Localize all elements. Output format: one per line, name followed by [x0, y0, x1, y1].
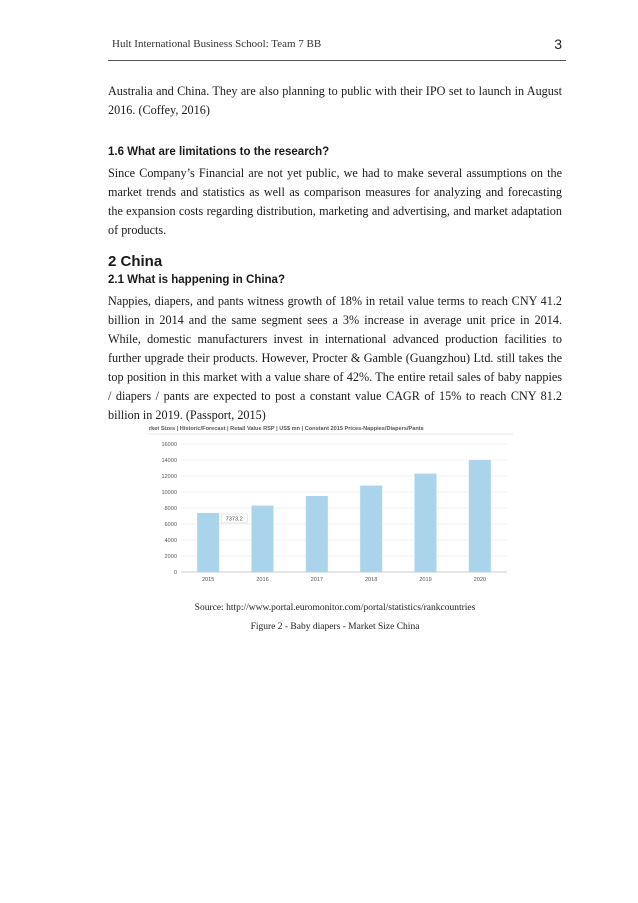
- y-tick-label: 12000: [161, 474, 177, 480]
- chart-x-ticks: [202, 577, 486, 583]
- x-tick-label: 2016: [256, 577, 269, 583]
- figure-source: Source: http://www.portal.euromonitor.com/portal/statistics/rankcountries: [194, 603, 476, 613]
- x-tick-label: 2020: [473, 577, 487, 583]
- y-tick-label: 10000: [161, 490, 177, 496]
- bar-2016: [252, 506, 274, 572]
- bar-2015: [197, 513, 219, 572]
- section-2-1-paragraph: Nappies, diapers, and pants witness growth of 18% in retail value terms to reach CNY 41.2 billion in 2014 and the same segment sees a 3% increase in average unit price in 2014. While, domestic manufacturers invest in international advanced production facilities to further upgrade their products. However, Procter & Gamble (Guangzhou) Ltd. still takes the top position in this market with a value share of 42%. The entire retail sales of baby nappies / diapers / pants are expected to post a constant value CAGR of 15% to reach CNY 81.2 billion in 2019. (Passport, 2015): [108, 294, 562, 422]
- section-2-heading: 2 China: [108, 253, 163, 270]
- chart-y-ticks: [161, 442, 177, 576]
- y-tick-label: 8000: [164, 506, 177, 512]
- y-tick-label: 0: [173, 570, 177, 576]
- y-tick-label: 6000: [164, 522, 177, 528]
- intro-paragraph: Australia and China. They are also planning to public with their IPO set to launch in August 2016. (Coffey, 2016): [108, 84, 562, 117]
- bar-2018: [360, 486, 382, 572]
- chart-gridlines: [181, 444, 507, 572]
- section-1-6-heading: 1.6 What are limitations to the research?: [108, 146, 330, 158]
- section-2-1-heading: 2.1 What is happening in China?: [108, 274, 285, 286]
- bar-2020: [469, 460, 491, 572]
- bar-2019: [415, 474, 437, 572]
- data-label: 7373.2: [225, 516, 243, 523]
- page-header: [108, 36, 566, 61]
- chart-svg: [147, 421, 513, 591]
- figure-caption: Figure 2 - Baby diapers - Market Size China: [250, 622, 420, 632]
- x-tick-label: 2019: [419, 577, 432, 583]
- y-tick-label: 4000: [164, 538, 177, 544]
- y-tick-label: 2000: [164, 554, 177, 560]
- header-title: Hult International Business School: Team 7 BB: [112, 38, 322, 50]
- section-1-6-paragraph: Since Company’s Financial are not yet public, we had to make several assumptions on the market trends and statistics as well as comparison measures for analyzing and forecasting the expansion costs regarding distribution, marketing and advertising, and market adaptation of products.: [108, 166, 562, 237]
- y-tick-label: 16000: [161, 442, 177, 448]
- chart-title: rket Sizes | Historic/Forecast | Retail Value RSP | US$ mn | Constant 2015 Prices-Nappies/Diapers/Pants: [149, 426, 424, 432]
- bar-2017: [306, 496, 328, 572]
- x-tick-label: 2018: [364, 577, 378, 583]
- x-tick-label: 2015: [201, 577, 215, 583]
- chart-bars: [197, 460, 491, 572]
- x-tick-label: 2017: [310, 577, 324, 583]
- market-size-chart: [147, 421, 513, 591]
- page-number: 3: [554, 36, 562, 52]
- y-tick-label: 14000: [161, 458, 177, 464]
- page-body: [108, 82, 562, 425]
